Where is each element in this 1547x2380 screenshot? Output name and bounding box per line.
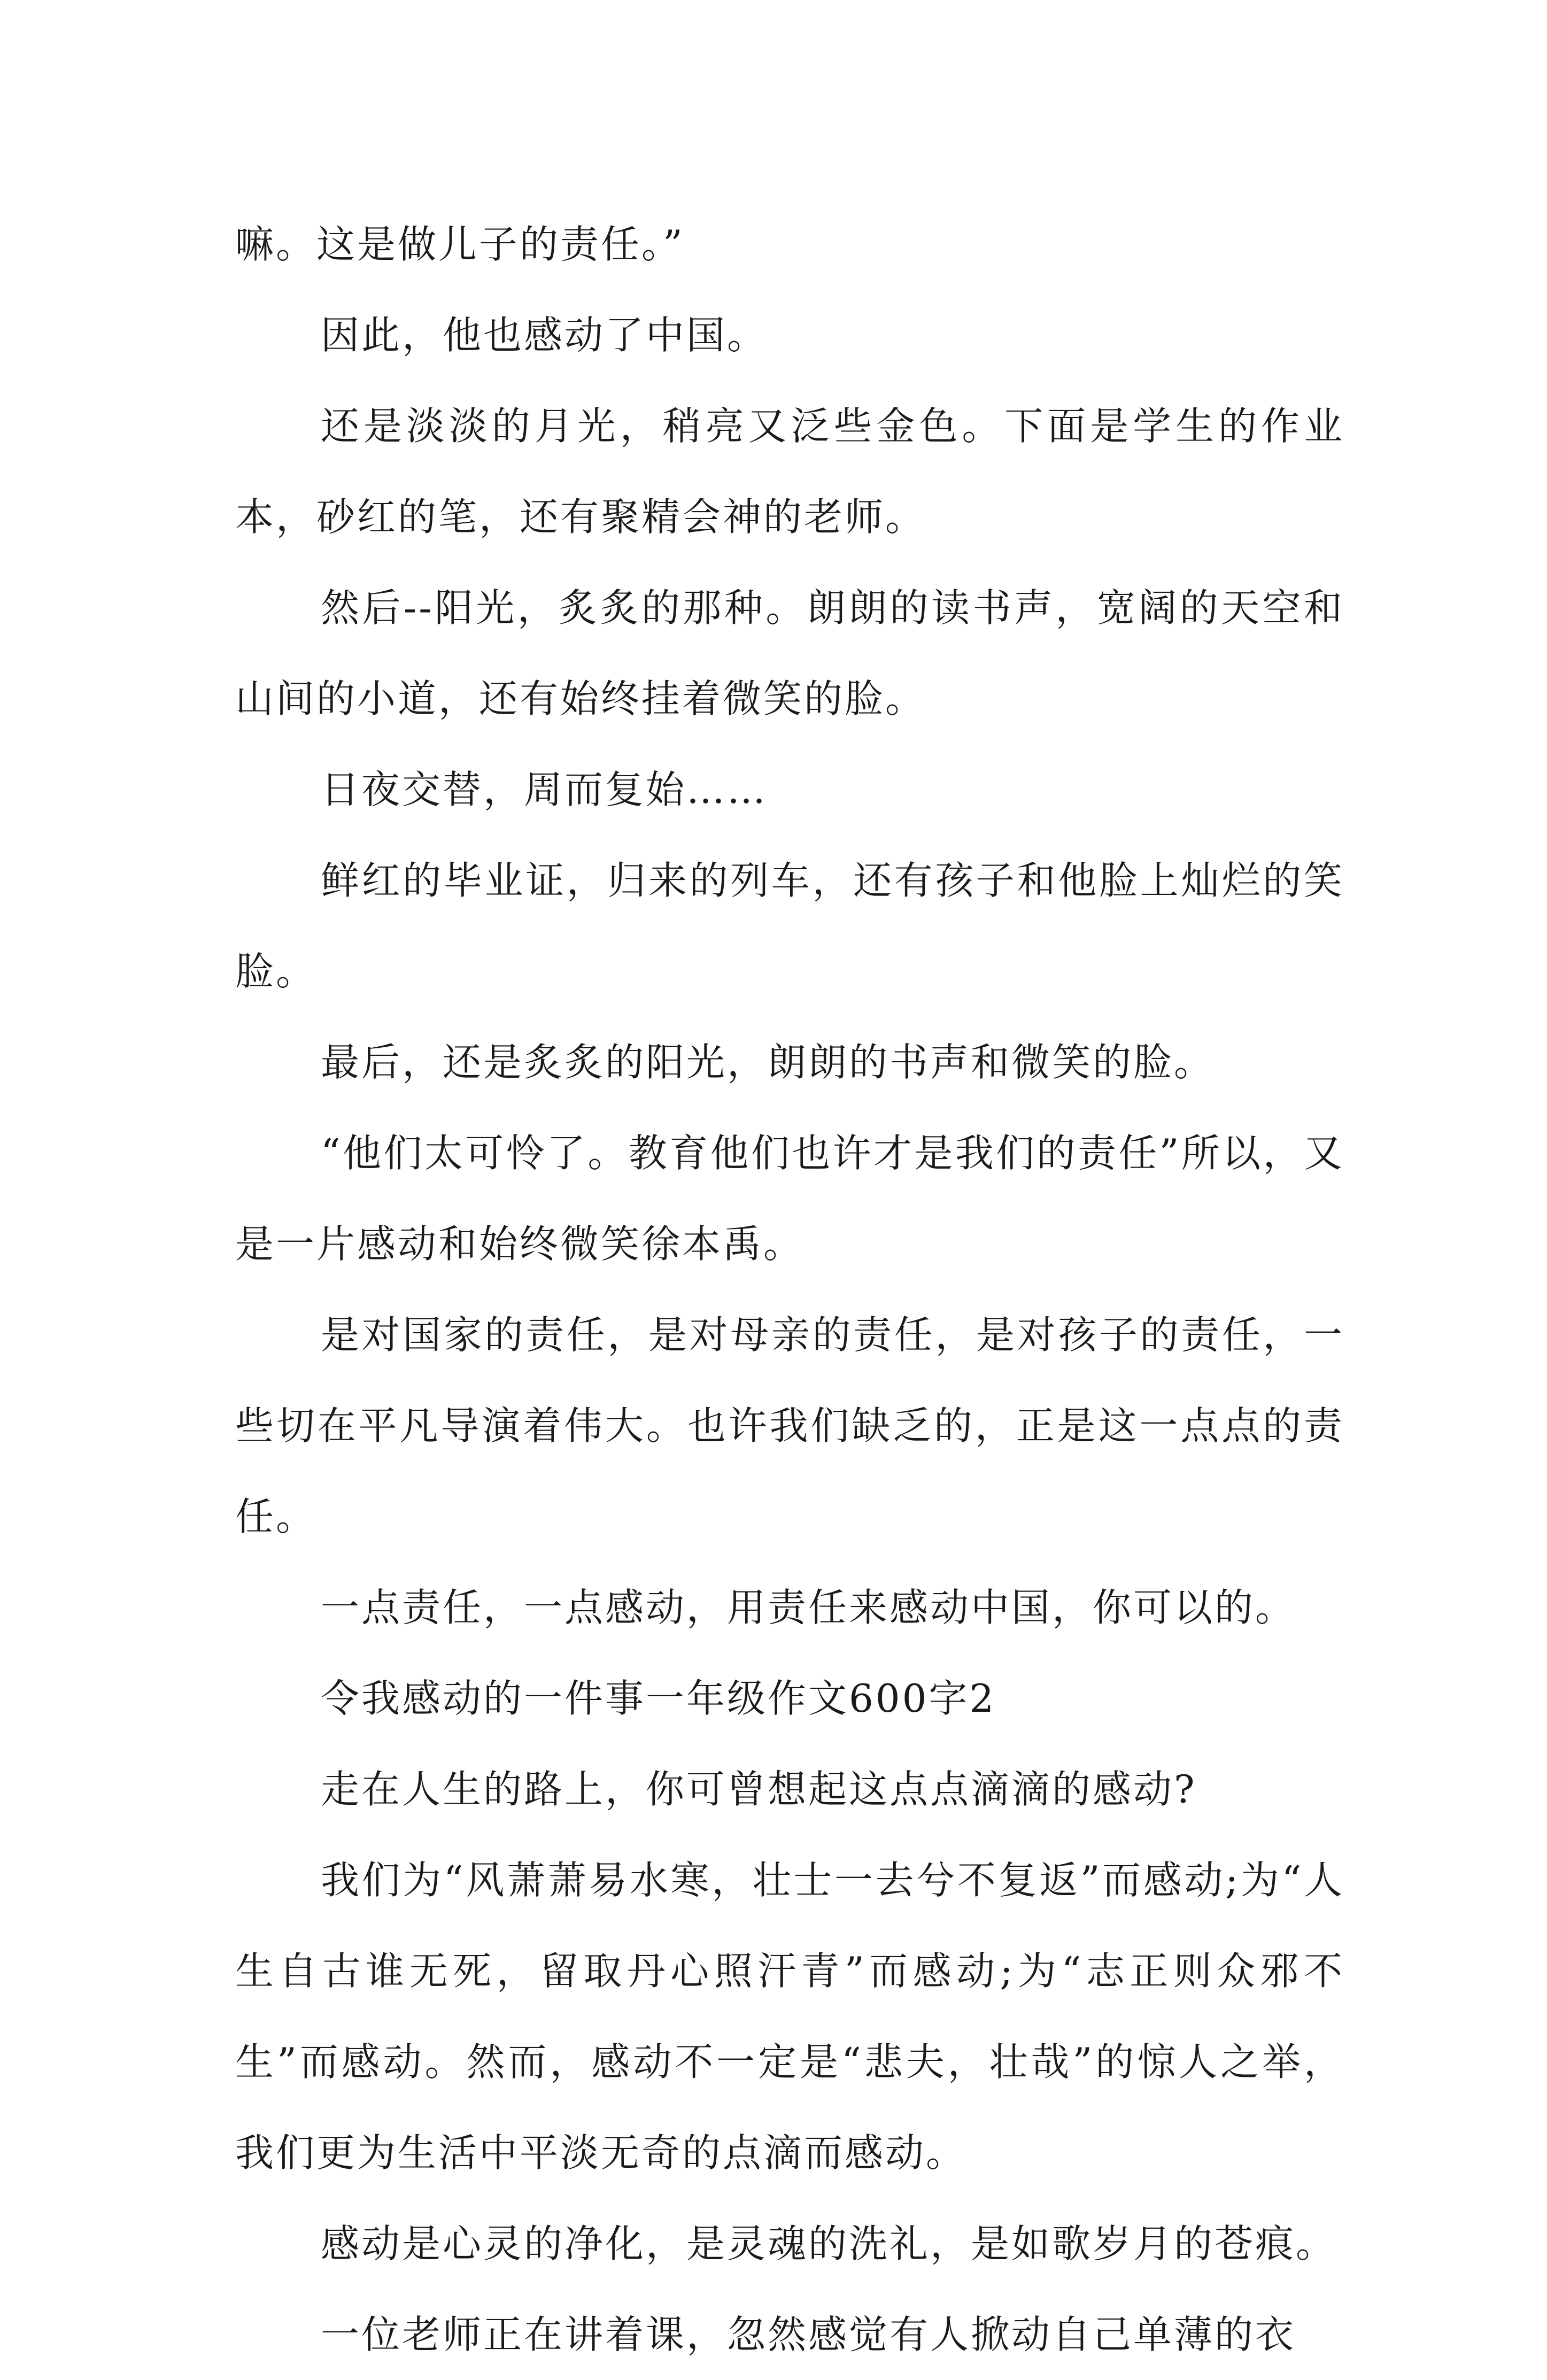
- paragraph: 鲜红的毕业证，归来的列车，还有孩子和他脸上灿烂的笑脸。: [235, 858, 1344, 994]
- paragraph: 感动是心灵的净化，是灵魂的洗礼，是如歌岁月的苍痕。: [321, 2221, 1337, 2266]
- paragraph: 最后，还是炙炙的阳光，朗朗的书声和微笑的脸。: [321, 1040, 1215, 1085]
- paragraph: 一点责任，一点感动，用责任来感动中国，你可以的。: [321, 1585, 1296, 1630]
- body-text: [235, 199, 1344, 2380]
- section-heading: 令我感动的一件事一年级作文600字2: [321, 1676, 996, 1721]
- paragraph: 日夜交替，周而复始……: [321, 767, 768, 812]
- paragraph: 走在人生的路上，你可曾想起这点点滴滴的感动?: [321, 1767, 1197, 1812]
- paragraph: 我们为“风萧萧易水寒，壮士一去兮不复返”而感动;为“人生自古谁无死，留取丹心照汗青”而感动;为“志正则众邪不生”而感动。然而，感动不一定是“悲夫，壮哉”的惊人之举，我们更为生活中平淡无奇的点滴而感动。: [235, 1858, 1344, 2175]
- paragraph: “他们太可怜了。教育他们也许才是我们的责任”所以，又是一片感动和始终微笑徐本禹。: [235, 1131, 1344, 1266]
- paragraph: 因此，他也感动了中国。: [321, 313, 768, 358]
- paragraph: 然后--阳光，炙炙的那种。朗朗的读书声，宽阔的天空和山间的小道，还有始终挂着微笑的脸。: [235, 585, 1344, 721]
- paragraph: 还是淡淡的月光，稍亮又泛些金色。下面是学生的作业本，砂红的笔，还有聚精会神的老师。: [235, 404, 1344, 539]
- paragraph: 一位老师正在讲着课，忽然感觉有人掀动自己单薄的衣: [321, 2312, 1296, 2357]
- paragraph: 是对国家的责任，是对母亲的责任，是对孩子的责任，一些切在平凡导演着伟大。也许我们缺乏的，正是这一点点的责任。: [235, 1312, 1344, 1539]
- paragraph: 嘛。这是做儿子的责任。”: [235, 222, 685, 267]
